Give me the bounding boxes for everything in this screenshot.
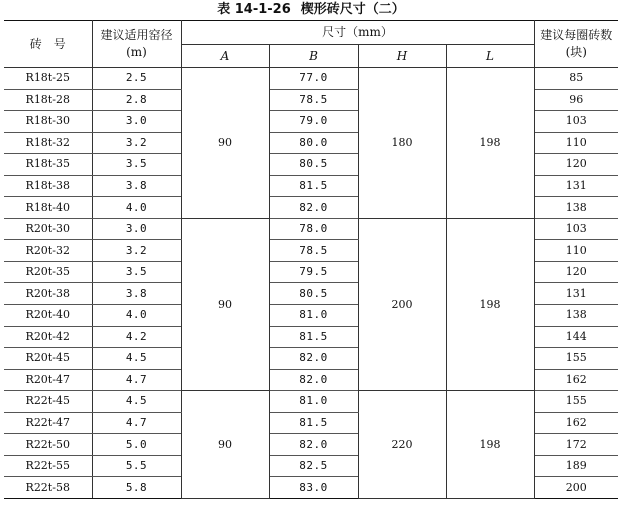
cell-dim-b: 79.5 [269, 261, 358, 283]
cell-brick-no: R22t-50 [4, 434, 92, 456]
header-col-a: A [181, 45, 269, 68]
header-size: 尺寸（mm） [181, 21, 534, 45]
cell-brick-no: R18t-30 [4, 111, 92, 133]
cell-brick-no: R22t-47 [4, 412, 92, 434]
header-brick-no: 砖 号 [4, 21, 92, 68]
cell-bricks-per-ring: 138 [534, 305, 618, 327]
cell-dim-h: 180 [358, 68, 446, 219]
header-col-l: L [446, 45, 534, 68]
table-number: 表 14-1-26 [217, 2, 291, 17]
cell-dim-b: 80.5 [269, 283, 358, 305]
cell-kiln-diameter: 3.2 [92, 240, 181, 262]
cell-kiln-diameter: 4.0 [92, 197, 181, 219]
cell-brick-no: R22t-45 [4, 391, 92, 413]
cell-dim-b: 81.0 [269, 305, 358, 327]
cell-dim-b: 81.5 [269, 175, 358, 197]
header-kiln-diameter [92, 21, 181, 68]
cell-dim-b: 81.5 [269, 412, 358, 434]
cell-bricks-per-ring: 85 [534, 68, 618, 90]
cell-brick-no: R18t-35 [4, 154, 92, 176]
brick-size-table [4, 20, 618, 499]
cell-kiln-diameter: 3.2 [92, 132, 181, 154]
cell-dim-b: 82.0 [269, 348, 358, 370]
cell-bricks-per-ring: 131 [534, 283, 618, 305]
cell-dim-a: 90 [181, 68, 269, 219]
cell-bricks-per-ring: 172 [534, 434, 618, 456]
cell-brick-no: R22t-55 [4, 455, 92, 477]
table-caption [0, 0, 622, 19]
cell-brick-no: R20t-40 [4, 305, 92, 327]
cell-kiln-diameter: 2.5 [92, 68, 181, 90]
cell-dim-l: 198 [446, 68, 534, 219]
table-header [4, 21, 618, 68]
cell-kiln-diameter: 4.2 [92, 326, 181, 348]
cell-bricks-per-ring: 144 [534, 326, 618, 348]
header-bricks-per-ring-label: 建议每圈砖数 [540, 28, 613, 42]
cell-kiln-diameter: 2.8 [92, 89, 181, 111]
header-bricks-per-ring-unit: (块) [565, 45, 587, 59]
table-title: 楔形砖尺寸（二） [300, 2, 405, 17]
cell-brick-no: R20t-35 [4, 261, 92, 283]
cell-dim-b: 78.5 [269, 89, 358, 111]
cell-brick-no: R18t-25 [4, 68, 92, 90]
cell-brick-no: R20t-38 [4, 283, 92, 305]
cell-bricks-per-ring: 120 [534, 154, 618, 176]
cell-kiln-diameter: 3.8 [92, 175, 181, 197]
table-row [4, 391, 618, 413]
cell-bricks-per-ring: 155 [534, 391, 618, 413]
cell-bricks-per-ring: 110 [534, 240, 618, 262]
cell-dim-b: 81.5 [269, 326, 358, 348]
cell-dim-b: 82.5 [269, 455, 358, 477]
cell-kiln-diameter: 3.8 [92, 283, 181, 305]
cell-bricks-per-ring: 131 [534, 175, 618, 197]
cell-dim-b: 80.5 [269, 154, 358, 176]
cell-dim-b: 80.0 [269, 132, 358, 154]
cell-brick-no: R20t-45 [4, 348, 92, 370]
cell-brick-no: R22t-58 [4, 477, 92, 499]
cell-bricks-per-ring: 103 [534, 218, 618, 240]
cell-brick-no: R20t-47 [4, 369, 92, 391]
cell-bricks-per-ring: 103 [534, 111, 618, 133]
cell-dim-h: 220 [358, 391, 446, 499]
cell-kiln-diameter: 3.5 [92, 154, 181, 176]
cell-brick-no: R20t-32 [4, 240, 92, 262]
cell-dim-b: 82.0 [269, 434, 358, 456]
cell-bricks-per-ring: 162 [534, 369, 618, 391]
header-kiln-diameter-label: 建议适用窑径 [100, 28, 173, 42]
cell-kiln-diameter: 3.5 [92, 261, 181, 283]
cell-dim-b: 78.0 [269, 218, 358, 240]
cell-kiln-diameter: 4.5 [92, 348, 181, 370]
cell-dim-l: 198 [446, 218, 534, 390]
cell-dim-b: 81.0 [269, 391, 358, 413]
cell-dim-b: 83.0 [269, 477, 358, 499]
cell-brick-no: R20t-42 [4, 326, 92, 348]
cell-brick-no: R20t-30 [4, 218, 92, 240]
cell-kiln-diameter: 3.0 [92, 111, 181, 133]
cell-kiln-diameter: 3.0 [92, 218, 181, 240]
table-body [4, 68, 618, 499]
cell-brick-no: R18t-28 [4, 89, 92, 111]
cell-dim-b: 77.0 [269, 68, 358, 90]
cell-dim-l: 198 [446, 391, 534, 499]
cell-dim-a: 90 [181, 391, 269, 499]
cell-kiln-diameter: 4.5 [92, 391, 181, 413]
cell-bricks-per-ring: 120 [534, 261, 618, 283]
cell-bricks-per-ring: 189 [534, 455, 618, 477]
cell-kiln-diameter: 4.7 [92, 369, 181, 391]
table-row [4, 218, 618, 240]
cell-bricks-per-ring: 96 [534, 89, 618, 111]
cell-bricks-per-ring: 155 [534, 348, 618, 370]
cell-kiln-diameter: 5.5 [92, 455, 181, 477]
header-bricks-per-ring [534, 21, 618, 68]
cell-dim-h: 200 [358, 218, 446, 390]
cell-dim-b: 79.0 [269, 111, 358, 133]
header-col-b: B [269, 45, 358, 68]
cell-bricks-per-ring: 200 [534, 477, 618, 499]
cell-dim-b: 78.5 [269, 240, 358, 262]
cell-dim-b: 82.0 [269, 197, 358, 219]
cell-dim-b: 82.0 [269, 369, 358, 391]
header-col-h: H [358, 45, 446, 68]
cell-kiln-diameter: 4.7 [92, 412, 181, 434]
cell-brick-no: R18t-38 [4, 175, 92, 197]
table-row [4, 68, 618, 90]
cell-bricks-per-ring: 138 [534, 197, 618, 219]
cell-kiln-diameter: 5.8 [92, 477, 181, 499]
cell-bricks-per-ring: 110 [534, 132, 618, 154]
cell-bricks-per-ring: 162 [534, 412, 618, 434]
header-kiln-diameter-unit: (m) [126, 45, 147, 59]
cell-brick-no: R18t-32 [4, 132, 92, 154]
cell-kiln-diameter: 5.0 [92, 434, 181, 456]
cell-brick-no: R18t-40 [4, 197, 92, 219]
cell-dim-a: 90 [181, 218, 269, 390]
cell-kiln-diameter: 4.0 [92, 305, 181, 327]
